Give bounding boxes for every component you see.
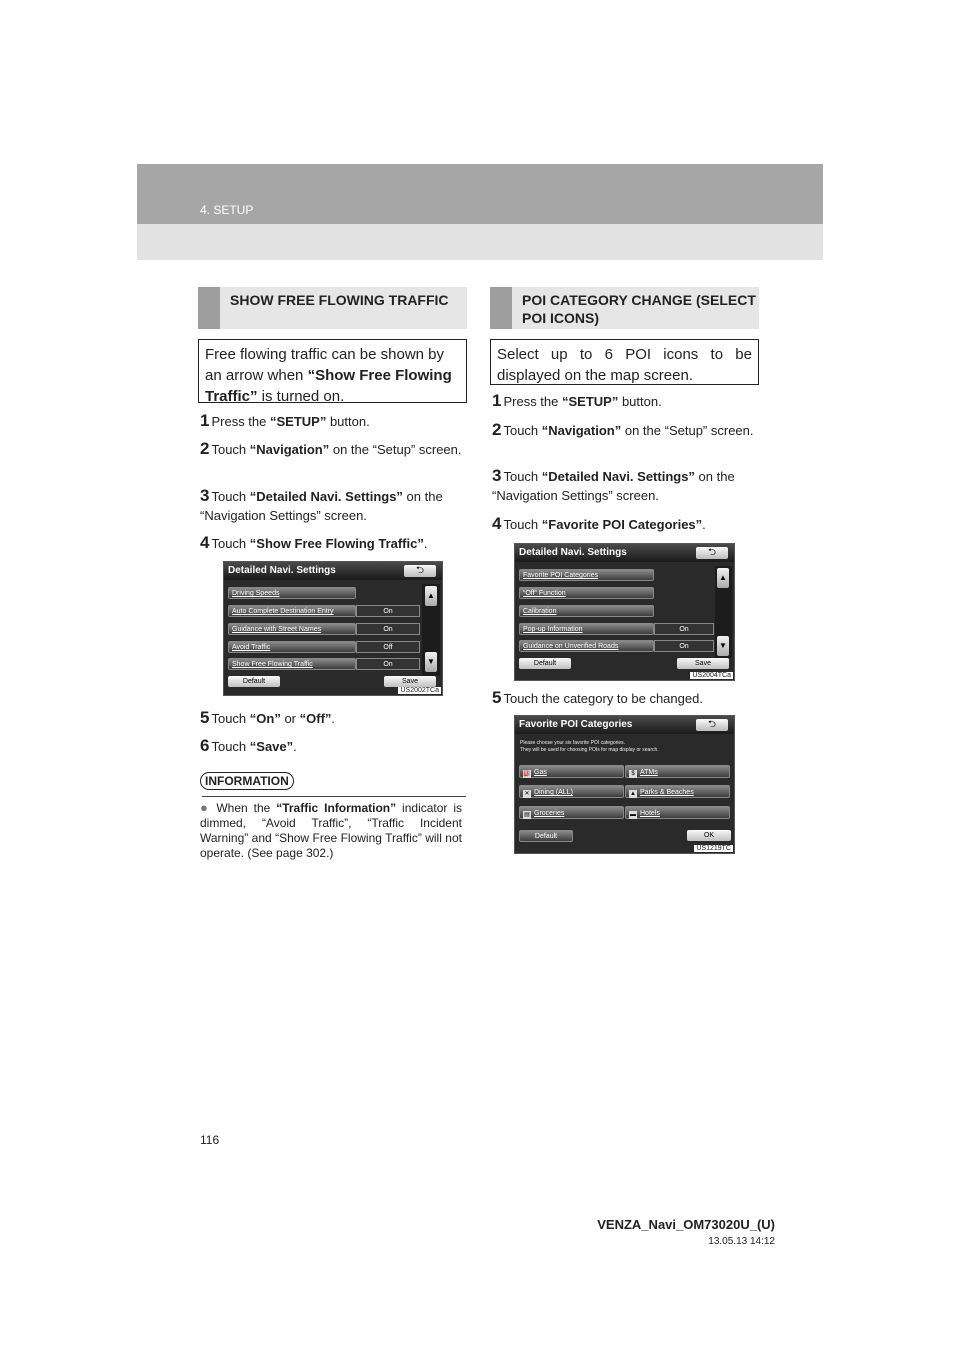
- poi-hotels-button[interactable]: [625, 806, 730, 819]
- bullet-icon: ●: [200, 800, 211, 815]
- step-text: Touch: [211, 536, 250, 551]
- info-text: When the: [216, 801, 277, 815]
- poi-parks-button[interactable]: [625, 785, 730, 798]
- info-emph: “Traffic Information”: [276, 801, 397, 815]
- intro-text-end: is turned on.: [257, 388, 345, 405]
- step-4: [200, 533, 466, 553]
- section-title-box: [198, 287, 467, 329]
- step-emph: “Detailed Navi. Settings”: [541, 469, 695, 484]
- guidance-street-names-value: On: [356, 623, 420, 635]
- screen-title: Detailed Navi. Settings: [228, 565, 336, 576]
- park-icon: ▲: [630, 791, 636, 797]
- step-number: 4: [200, 533, 210, 552]
- avoid-traffic-button[interactable]: Avoid Traffic: [228, 641, 356, 653]
- poi-groceries-button[interactable]: [519, 806, 624, 819]
- scroll-down-icon[interactable]: ▼: [425, 652, 437, 672]
- step-emph: “Show Free Flowing Traffic”: [249, 536, 424, 551]
- image-code: US2002TCa: [400, 687, 439, 694]
- popup-information-value: On: [654, 623, 714, 635]
- save-button[interactable]: Save: [677, 658, 729, 669]
- screenshot-favorite-poi-categories: [514, 715, 735, 854]
- intro-text: Free flowing traffic can be shown by an arrow when: [205, 346, 445, 384]
- step-2: [200, 439, 466, 459]
- step-number: 2: [200, 439, 210, 458]
- section-title-marker: [198, 287, 220, 329]
- step-number: 3: [200, 486, 210, 505]
- intro-box-poi: [490, 339, 759, 385]
- scroll-down-icon[interactable]: ▼: [717, 636, 729, 656]
- gas-icon: ⛽: [523, 771, 531, 777]
- step-emph: “Navigation”: [541, 423, 622, 438]
- screenshot-detailed-navi-settings-poi: [514, 543, 735, 681]
- step-text: Touch the category to be changed.: [503, 691, 703, 706]
- intro-text: Select up to 6 POI icons to be displayed on the map screen.: [497, 346, 752, 384]
- screen-desc-line-2: They will be used for choosing POIs for map display or search.: [520, 747, 659, 753]
- step-emph: “Navigation”: [249, 442, 330, 457]
- image-code: US2004TCa: [692, 672, 731, 679]
- step-text-end: on the “Setup” screen.: [329, 442, 462, 457]
- info-divider: [202, 796, 466, 797]
- info-label: INFORMATION: [200, 772, 294, 790]
- step-emph-2: “Off”: [299, 711, 332, 726]
- poi-label: Groceries: [534, 810, 565, 817]
- step-text-end: .: [423, 536, 428, 551]
- screen-description: [520, 740, 659, 754]
- poi-step-4: [492, 514, 758, 534]
- step-emph: “Detailed Navi. Settings”: [249, 489, 403, 504]
- step-text-end: on the “Navigation Settings” screen.: [200, 489, 443, 523]
- step-text: Touch: [211, 442, 250, 457]
- step-text-end: button.: [326, 414, 370, 429]
- step-1: [200, 411, 466, 431]
- atm-icon: $: [629, 770, 637, 778]
- step-number: 5: [200, 708, 210, 727]
- step-number: 2: [492, 420, 502, 439]
- groceries-icon: ▤: [524, 812, 530, 818]
- step-5: [200, 708, 466, 728]
- auto-complete-button[interactable]: Auto Complete Destination Entry: [228, 605, 356, 617]
- guidance-street-names-button[interactable]: Guidance with Street Names: [228, 623, 356, 635]
- default-button[interactable]: Default: [519, 658, 571, 669]
- step-text-end: button.: [618, 394, 662, 409]
- info-label-wrap: [200, 772, 294, 790]
- poi-step-1: [492, 391, 758, 411]
- step-text-end: on the “Navigation Settings” screen.: [492, 469, 735, 503]
- step-text-end: .: [331, 711, 336, 726]
- poi-label: Hotels: [640, 810, 660, 817]
- step-number: 6: [200, 736, 210, 755]
- default-button[interactable]: Default: [519, 830, 573, 842]
- poi-gas-button[interactable]: [519, 765, 624, 778]
- guidance-unverified-roads-value: On: [654, 640, 714, 652]
- poi-label: ATMs: [640, 769, 658, 776]
- poi-dining-button[interactable]: [519, 785, 624, 798]
- step-text: Press the: [211, 414, 270, 429]
- step-text-end: .: [293, 739, 297, 754]
- show-free-flowing-traffic-value: On: [356, 658, 420, 670]
- poi-step-2: [492, 420, 758, 440]
- screen-desc-line-1: Please choose your six favorite POI categories.: [520, 740, 626, 746]
- poi-step-3: [492, 466, 758, 505]
- intro-emph: “Show Free Flowing Traffic”: [205, 367, 452, 405]
- scroll-up-icon[interactable]: ▲: [717, 568, 729, 588]
- save-button[interactable]: Save: [384, 676, 436, 687]
- favorite-poi-categories-button[interactable]: Favorite POI Categories: [519, 569, 654, 581]
- off-function-button[interactable]: “Off” Function: [519, 587, 654, 599]
- section-title: SHOW FREE FLOWING TRAFFIC: [230, 292, 449, 308]
- step-number: 1: [200, 411, 210, 430]
- step-text: Press the: [503, 394, 562, 409]
- calibration-button[interactable]: Calibration: [519, 605, 654, 617]
- default-button[interactable]: Default: [228, 676, 280, 687]
- show-free-flowing-traffic-button[interactable]: Show Free Flowing Traffic: [228, 658, 356, 670]
- poi-step-5: [492, 688, 758, 708]
- poi-label: Gas: [534, 769, 547, 776]
- step-text-end: on the “Setup” screen.: [621, 423, 754, 438]
- step-text: Touch: [211, 739, 250, 754]
- guidance-unverified-roads-button[interactable]: Guidance on Unverified Roads: [519, 640, 654, 652]
- screen-title: Detailed Navi. Settings: [519, 547, 627, 558]
- dining-icon: ✕: [524, 791, 530, 797]
- section-title: POI CATEGORY CHANGE (SELECT POI ICONS): [522, 292, 756, 326]
- page-number: 116: [200, 1133, 220, 1147]
- step-emph: “On”: [249, 711, 281, 726]
- popup-information-button[interactable]: Pop-up Information: [519, 623, 654, 635]
- step-text-end: .: [702, 517, 706, 532]
- auto-complete-value: On: [356, 605, 420, 617]
- image-code: US1219TC: [696, 845, 731, 852]
- poi-atms-button[interactable]: [625, 765, 730, 778]
- step-text: Touch: [503, 469, 542, 484]
- section-title-box-poi: [490, 287, 759, 329]
- section-title-marker: [490, 287, 512, 329]
- back-button[interactable]: ⮌: [404, 565, 436, 577]
- avoid-traffic-value: Off: [356, 641, 420, 653]
- scroll-up-icon[interactable]: ▲: [425, 586, 437, 606]
- step-text-mid: or: [280, 711, 300, 726]
- step-6: [200, 736, 466, 756]
- document-id: VENZA_Navi_OM73020U_(U): [597, 1217, 775, 1232]
- step-text: Touch: [211, 489, 250, 504]
- back-button[interactable]: ⮌: [696, 719, 728, 731]
- step-number: 1: [492, 391, 502, 410]
- intro-box: [198, 339, 467, 403]
- step-text: Touch: [503, 423, 542, 438]
- step-emph: “SETUP”: [562, 394, 619, 409]
- ok-button[interactable]: OK: [687, 830, 731, 841]
- screenshot-detailed-navi-settings: [223, 561, 443, 696]
- poi-label: Parks & Beaches: [640, 789, 694, 796]
- info-item: [200, 800, 462, 861]
- driving-speeds-button[interactable]: Driving Speeds: [228, 587, 356, 599]
- step-text: Touch: [211, 711, 250, 726]
- print-date: 13.05.13 14:12: [708, 1236, 775, 1247]
- back-button[interactable]: ⮌: [696, 547, 728, 559]
- screen-title: Favorite POI Categories: [519, 719, 633, 730]
- info-text-end: indicator is dimmed, “Avoid Traffic”, “Traffic Incident Warning” and “Show Free Flowing Traffic” will not operate. (See page 302.): [200, 801, 462, 860]
- step-emph: “SETUP”: [270, 414, 327, 429]
- step-number: 4: [492, 514, 502, 533]
- poi-label: Dining (ALL): [534, 789, 573, 796]
- step-number: 3: [492, 466, 502, 485]
- section-header: 4. SETUP: [200, 203, 254, 217]
- step-emph: “Save”: [249, 739, 294, 754]
- step-number: 5: [492, 688, 502, 707]
- step-3: [200, 486, 466, 525]
- hotel-icon: ▬: [630, 812, 636, 818]
- step-emph: “Favorite POI Categories”: [541, 517, 703, 532]
- header-subband: [137, 224, 823, 260]
- step-text: Touch: [503, 517, 542, 532]
